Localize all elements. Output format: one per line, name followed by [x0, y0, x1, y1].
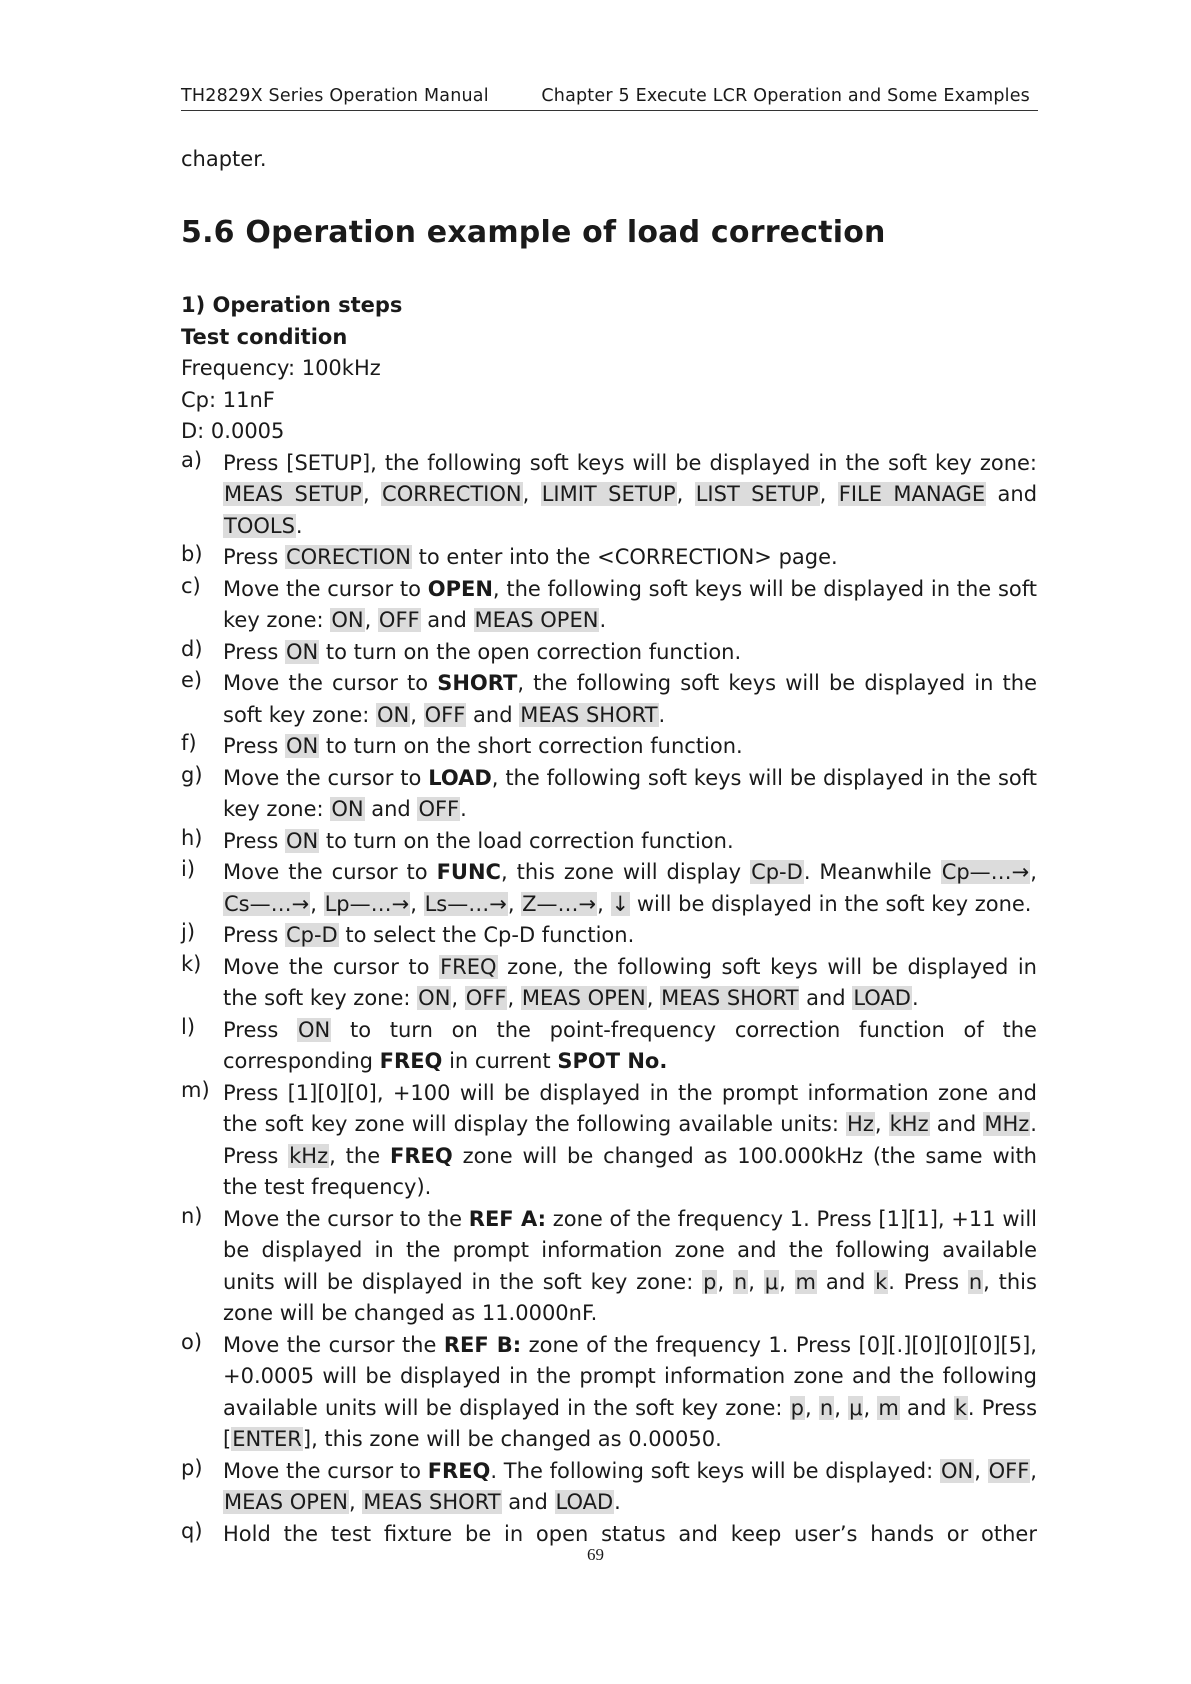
soft-key-khz: kHz — [889, 1112, 929, 1136]
step-text: Move the cursor to SHORT, the following soft keys will be displayed in the soft key zone: ON, OFF and MEAS SHORT. — [223, 671, 1037, 727]
soft-key-list-setup: LIST SETUP — [695, 482, 819, 506]
soft-key-tools: TOOLS — [224, 513, 295, 538]
step-a — [181, 448, 1037, 543]
page-body — [181, 290, 1037, 1550]
step-label: q) — [181, 1518, 203, 1543]
soft-key-correction: CORRECTION — [382, 482, 522, 506]
step-label: p) — [181, 1455, 203, 1480]
soft-key-corection: CORECTION — [285, 545, 411, 569]
soft-key-cp-d: Cp-D — [751, 860, 803, 884]
field-freq: FREQ — [427, 1458, 491, 1483]
step-text: Press ON to turn on the load correction function. — [223, 828, 734, 853]
field-func: FUNC — [436, 860, 501, 884]
soft-key-on: ON — [331, 797, 364, 821]
soft-key-on: ON — [940, 1458, 974, 1483]
continued-text: chapter. — [181, 147, 267, 171]
page-number: 69 — [587, 1545, 604, 1564]
soft-key-cp-d: Cp-D — [285, 923, 338, 947]
soft-key-down-arrow: ↓ — [611, 891, 630, 916]
step-label: g) — [181, 762, 203, 787]
step-j — [181, 920, 1037, 952]
field-spot-no: SPOT No. — [557, 1049, 668, 1073]
step-text: Press CORECTION to enter into the <CORRECTION> page. — [223, 545, 838, 569]
step-l — [181, 1015, 1037, 1078]
step-text: Press [1][0][0], +100 will be displayed in the prompt information zone and the soft key zone will display the following available units: Hz, kHz and MHz. Press kHz, the FREQ zone will be changed as 100.000kHz (the same with the test frequency). — [223, 1080, 1037, 1199]
soft-key-file-manage: FILE MANAGE — [838, 482, 986, 506]
soft-key-freq: FREQ — [440, 954, 497, 979]
step-text: Press Cp-D to select the Cp-D function. — [223, 923, 635, 947]
soft-key-meas-open: MEAS OPEN — [521, 986, 646, 1010]
step-text: Press ON to turn on the open correction function. — [223, 639, 742, 664]
test-condition-frequency: Frequency: 100kHz — [181, 356, 381, 380]
soft-key-cs-arrow: Cs—…→ — [224, 891, 310, 916]
soft-key-m: m — [878, 1395, 899, 1420]
step-p — [181, 1456, 1037, 1519]
field-ref-b: REF B: — [443, 1332, 522, 1357]
soft-key-limit-setup: LIMIT SETUP — [541, 482, 676, 506]
field-freq: FREQ — [379, 1049, 443, 1073]
soft-key-on: ON — [285, 734, 319, 758]
soft-key-meas-short: MEAS SHORT — [363, 1490, 501, 1514]
step-i — [181, 857, 1037, 920]
soft-key-m: m — [795, 1269, 817, 1294]
soft-key-on: ON — [418, 986, 451, 1010]
field-load: LOAD — [428, 765, 492, 790]
step-label: c) — [181, 573, 201, 598]
step-g — [181, 763, 1037, 826]
step-e — [181, 668, 1037, 731]
soft-key-k: k — [954, 1395, 967, 1420]
step-text: Move the cursor to FREQ. The following soft keys will be displayed: ON, OFF, MEAS OPEN, MEAS SHORT and LOAD. — [223, 1458, 1037, 1514]
step-text: Press ON to turn on the short correction function. — [223, 734, 743, 758]
soft-key-off: OFF — [465, 986, 507, 1010]
soft-key-mhz: MHz — [984, 1112, 1030, 1136]
step-label: j) — [181, 920, 196, 944]
soft-key-load: LOAD — [555, 1490, 614, 1514]
soft-key-n: n — [819, 1395, 834, 1420]
soft-key-load: LOAD — [853, 986, 911, 1010]
test-condition-d: D: 0.0005 — [181, 419, 285, 443]
step-m — [181, 1078, 1037, 1204]
page-header — [181, 84, 1038, 111]
step-n — [181, 1204, 1037, 1330]
step-text: Hold the test fixture be in open status and keep user’s hands or other — [223, 1521, 1037, 1546]
soft-key-meas-open: MEAS OPEN — [224, 1490, 348, 1514]
key-enter: ENTER — [232, 1427, 302, 1451]
step-label: o) — [181, 1329, 203, 1354]
step-label: f) — [181, 731, 197, 755]
header-chapter-title: Chapter 5 Execute LCR Operation and Some Examples — [541, 86, 1030, 106]
soft-key-n: n — [968, 1269, 983, 1294]
soft-key-mu: μ — [849, 1395, 863, 1420]
step-text: Move the cursor to the REF A: zone of the frequency 1. Press [1][1], +11 will be displayed in the prompt information zone and the following available units will be displayed in the soft key zone: p, n, μ, m and k. Press n, this zone will be changed as 11.0000nF. — [223, 1206, 1037, 1325]
field-ref-a: REF A: — [468, 1206, 547, 1231]
step-label: d) — [181, 636, 203, 661]
test-condition-cp: Cp: 11nF — [181, 387, 275, 412]
soft-key-off: OFF — [378, 608, 420, 632]
step-f — [181, 731, 1037, 763]
soft-key-khz: kHz — [289, 1143, 329, 1168]
step-b — [181, 542, 1037, 574]
soft-key-mu: μ — [764, 1269, 779, 1294]
steps-heading: 1) Operation steps — [181, 293, 403, 317]
soft-key-p: p — [790, 1395, 804, 1420]
step-c — [181, 574, 1037, 637]
test-condition-heading: Test condition — [181, 324, 348, 349]
step-text: Move the cursor to LOAD, the following soft keys will be displayed in the soft key zone: ON and OFF. — [223, 765, 1037, 821]
step-label: e) — [181, 668, 203, 692]
soft-key-meas-short: MEAS SHORT — [520, 702, 658, 727]
soft-key-off: OFF — [418, 797, 460, 821]
field-freq: FREQ — [389, 1143, 453, 1168]
soft-key-z-arrow: Z—…→ — [522, 891, 597, 916]
step-h — [181, 826, 1037, 858]
step-label: h) — [181, 825, 203, 850]
soft-key-on: ON — [331, 608, 364, 632]
step-label: a) — [181, 447, 203, 472]
soft-key-p: p — [703, 1269, 717, 1294]
soft-key-k: k — [875, 1269, 888, 1294]
soft-key-meas-setup: MEAS SETUP — [224, 482, 362, 506]
step-text: Move the cursor to FREQ zone, the following soft keys will be displayed in the soft key zone: ON, OFF, MEAS OPEN, MEAS SHORT and LOAD. — [223, 954, 1037, 1010]
soft-key-meas-short: MEAS SHORT — [661, 986, 799, 1010]
field-open: OPEN — [427, 576, 493, 601]
soft-key-cp-arrow: Cp—…→ — [941, 860, 1030, 884]
step-d — [181, 637, 1037, 669]
soft-key-lp-arrow: Lp—…→ — [324, 891, 410, 916]
soft-key-ls-arrow: Ls—…→ — [424, 891, 507, 916]
soft-key-off: OFF — [424, 702, 466, 727]
step-label: l) — [181, 1014, 196, 1039]
soft-key-meas-open: MEAS OPEN — [474, 608, 599, 632]
step-text: Move the cursor to FUNC, this zone will display Cp-D. Meanwhile Cp—…→, Cs—…→, Lp—…→, Ls—…→, Z—…→, ↓ will be displayed in the soft key zone. — [223, 860, 1037, 916]
soft-key-n: n — [733, 1269, 748, 1294]
step-text: Press [SETUP], the following soft keys will be displayed in the soft key zone: MEAS SETUP, CORRECTION, LIMIT SETUP, LIST SETUP, FILE MANAGE and TOOLS. — [223, 450, 1038, 538]
header-manual-title: TH2829X Series Operation Manual — [181, 86, 489, 106]
soft-key-on: ON — [285, 639, 319, 664]
step-label: b) — [181, 542, 203, 566]
step-k — [181, 952, 1037, 1015]
section-title: 5.6 Operation example of load correction — [181, 215, 886, 250]
step-text: Move the cursor to OPEN, the following soft keys will be displayed in the soft key zone: ON, OFF and MEAS OPEN. — [223, 576, 1037, 632]
step-label: i) — [181, 857, 196, 881]
soft-key-on: ON — [298, 1017, 331, 1042]
soft-key-on: ON — [377, 702, 410, 727]
field-short: SHORT — [437, 671, 518, 695]
step-label: n) — [181, 1203, 203, 1228]
step-o — [181, 1330, 1037, 1456]
soft-key-on: ON — [285, 828, 319, 853]
step-label: m) — [181, 1077, 210, 1102]
soft-key-off: OFF — [988, 1458, 1030, 1483]
step-text: Move the cursor the REF B: zone of the frequency 1. Press [0][.][0][0][0][5], +0.0005 will be displayed in the prompt information zone and the following available units will be displayed in the soft key zone: p, n, μ, m and k. Press [ENTER], this zone will be changed as 0.00050. — [223, 1332, 1038, 1451]
step-text: Press ON to turn on the point-frequency correction function of the corresponding FREQ in current SPOT No. — [223, 1017, 1037, 1073]
soft-key-hz: Hz — [847, 1112, 874, 1136]
step-label: k) — [181, 951, 202, 976]
